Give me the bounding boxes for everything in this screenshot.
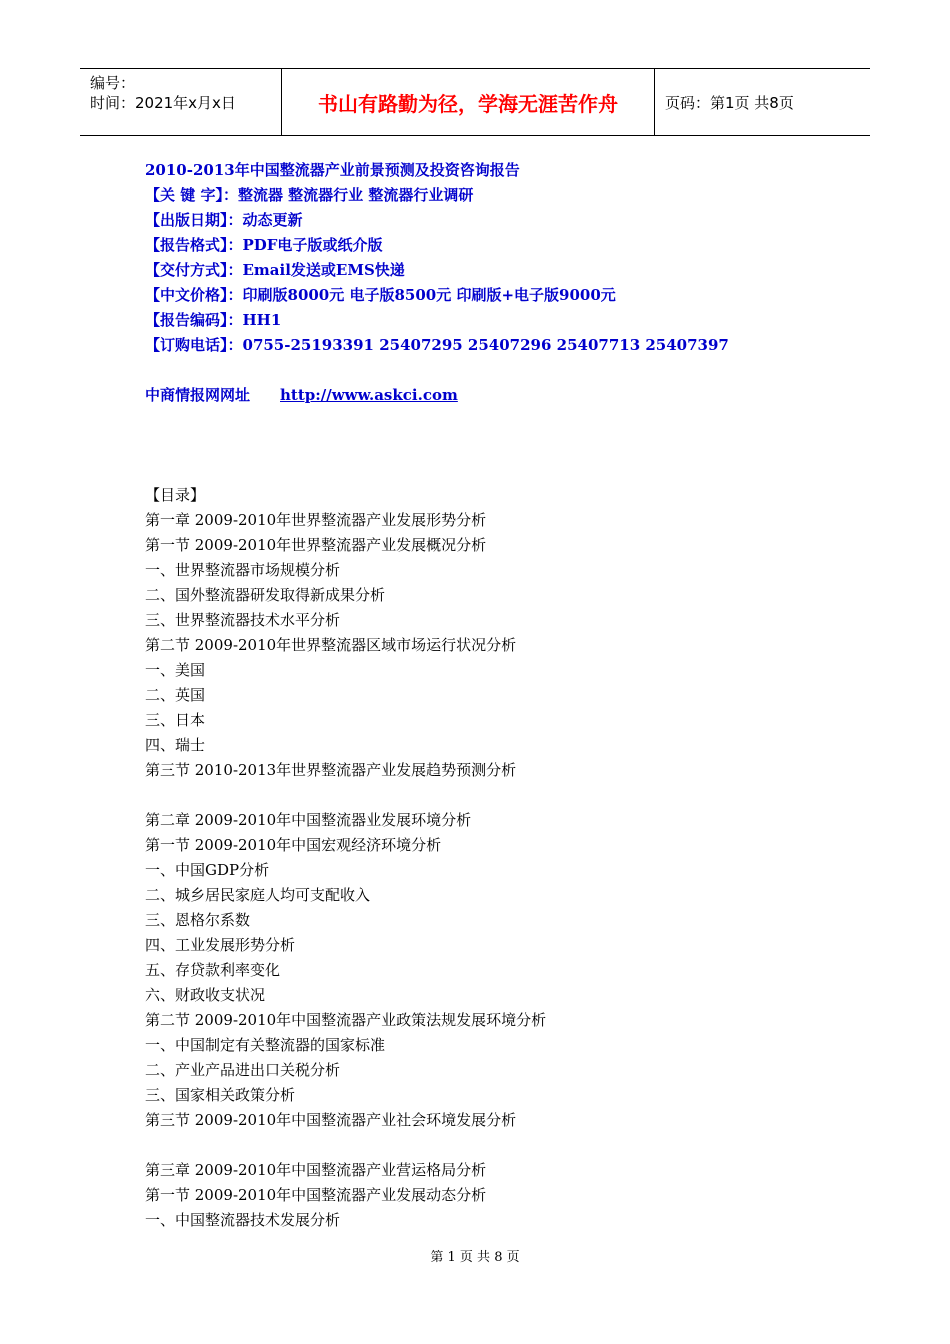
table-of-contents bbox=[145, 483, 845, 1233]
toc-line: 第二章 2009-2010年中国整流器业发展环境分析 bbox=[145, 811, 472, 829]
toc-line: 第三节 2010-2013年世界整流器产业发展趋势预测分析 bbox=[145, 761, 517, 779]
site-line bbox=[145, 383, 845, 408]
toc-line: 一、中国GDP分析 bbox=[145, 861, 270, 879]
toc-line: 第二节 2009-2010年世界整流器区域市场运行状况分析 bbox=[145, 636, 517, 654]
number-label: 编号： bbox=[90, 74, 136, 92]
toc-line: 三、恩格尔系数 bbox=[145, 911, 251, 929]
toc-line: 一、美国 bbox=[145, 661, 206, 679]
toc-line: 三、国家相关政策分析 bbox=[145, 1086, 296, 1104]
toc-spacer bbox=[145, 783, 845, 808]
toc-heading: 【目录】 bbox=[145, 486, 206, 504]
page-footer: 第 1 页 共 8 页 bbox=[430, 1250, 520, 1265]
toc-line: 第一节 2009-2010年世界整流器产业发展概况分析 bbox=[145, 536, 487, 554]
page-info: 页码：第1页 共8页 bbox=[665, 93, 794, 112]
toc-line: 第三章 2009-2010年中国整流器产业营运格局分析 bbox=[145, 1161, 487, 1179]
toc-line: 六、财政收支状况 bbox=[145, 986, 266, 1004]
report-phone: 【订购电话】：0755-25193391 25407295 25407296 25407713 25407397 bbox=[145, 336, 729, 354]
report-info bbox=[145, 158, 845, 408]
toc-line: 一、中国整流器技术发展分析 bbox=[145, 1211, 341, 1229]
toc-line: 四、工业发展形势分析 bbox=[145, 936, 296, 954]
toc-line: 第二节 2009-2010年中国整流器产业政策法规发展环境分析 bbox=[145, 1011, 547, 1029]
report-date: 【出版日期】：动态更新 bbox=[145, 211, 303, 229]
page-header bbox=[80, 68, 870, 136]
time-label: 时间：2021年x月x日 bbox=[90, 94, 236, 112]
toc-line: 二、城乡居民家庭人均可支配收入 bbox=[145, 886, 371, 904]
toc-line: 五、存贷款利率变化 bbox=[145, 961, 281, 979]
toc-line: 一、中国制定有关整流器的国家标准 bbox=[145, 1036, 386, 1054]
motto: 书山有路勤为径，学海无涯苦作舟 bbox=[282, 69, 655, 135]
toc-line: 一、世界整流器市场规模分析 bbox=[145, 561, 341, 579]
site-link[interactable]: http://www.askci.com bbox=[280, 386, 458, 404]
toc-spacer bbox=[145, 1133, 845, 1158]
toc-line: 第一节 2009-2010年中国整流器产业发展动态分析 bbox=[145, 1186, 487, 1204]
report-format: 【报告格式】：PDF电子版或纸介版 bbox=[145, 236, 383, 254]
toc-line: 二、英国 bbox=[145, 686, 206, 704]
toc-line: 三、世界整流器技术水平分析 bbox=[145, 611, 341, 629]
report-delivery: 【交付方式】：Email发送或EMS快递 bbox=[145, 261, 405, 279]
report-title: 2010-2013年中国整流器产业前景预测及投资咨询报告 bbox=[145, 161, 520, 179]
report-keywords: 【关 键 字】：整流器 整流器行业 整流器行业调研 bbox=[145, 186, 474, 204]
header-left-cell bbox=[80, 69, 282, 135]
toc-line: 第一节 2009-2010年中国宏观经济环境分析 bbox=[145, 836, 442, 854]
toc-line: 二、产业产品进出口关税分析 bbox=[145, 1061, 341, 1079]
toc-line: 四、瑞士 bbox=[145, 736, 206, 754]
toc-line: 三、日本 bbox=[145, 711, 206, 729]
report-price: 【中文价格】：印刷版8000元 电子版8500元 印刷版+电子版9000元 bbox=[145, 286, 616, 304]
toc-line: 第一章 2009-2010年世界整流器产业发展形势分析 bbox=[145, 511, 487, 529]
report-code: 【报告编码】：HH1 bbox=[145, 311, 282, 329]
site-label: 中商情报网网址 bbox=[145, 386, 251, 404]
toc-line: 二、国外整流器研发取得新成果分析 bbox=[145, 586, 386, 604]
toc-line: 第三节 2009-2010年中国整流器产业社会环境发展分析 bbox=[145, 1111, 517, 1129]
